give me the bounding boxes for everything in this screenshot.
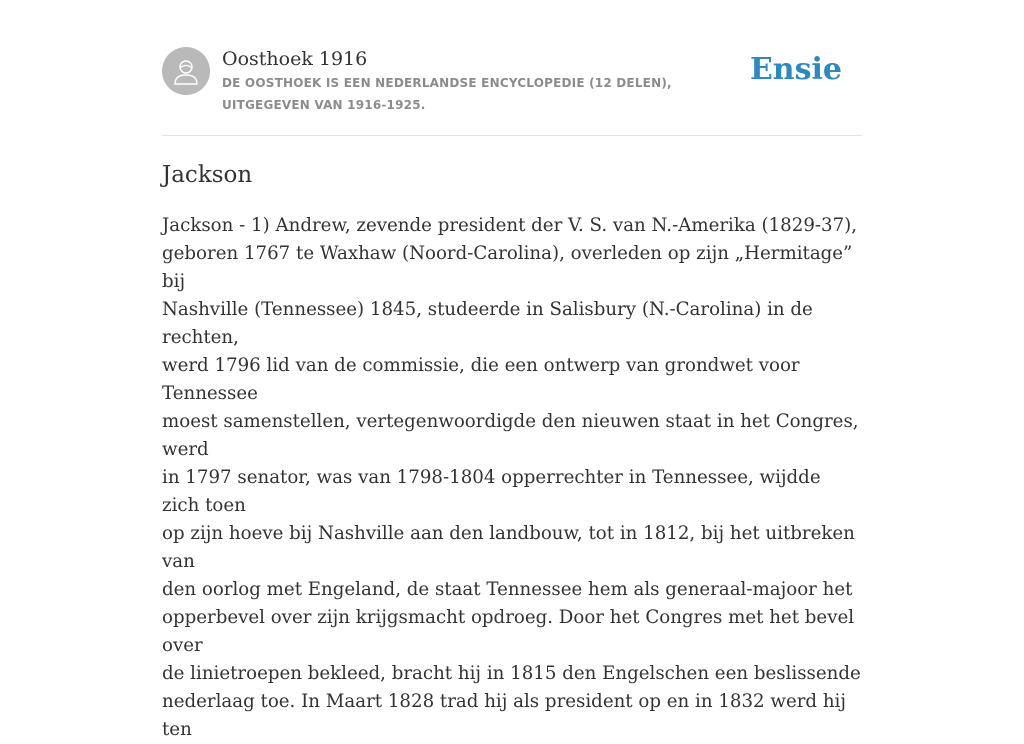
article-line: de linietroepen bekleed, bracht hij in 1815 den Engelschen een beslissende <box>162 663 861 684</box>
header-divider <box>162 135 862 136</box>
source-name[interactable]: Oosthoek 1916 <box>222 48 368 70</box>
article-line: opperbevel over zijn krijgsmacht opdroeg. Door het Congres met het bevel over <box>162 607 855 656</box>
article-line: den oorlog met Engeland, de staat Tennessee hem als generaal-majoor het <box>162 579 853 600</box>
article-line: geboren 1767 te Waxhaw (Noord-Carolina), overleden op zijn „Hermitage” bij <box>162 243 853 292</box>
article-line: op zijn hoeve bij Nashville aan den landbouw, tot in 1812, bij het uitbreken van <box>162 523 855 572</box>
source-header <box>162 44 862 124</box>
article-title: Jackson <box>162 162 253 188</box>
user-avatar-icon <box>162 47 210 95</box>
source-description: DE OOSTHOEK IS EEN NEDERLANDSE ENCYCLOPEDIE (12 DELEN), UITGEGEVEN VAN 1916-1925. <box>222 76 672 112</box>
article-line: moest samenstellen, vertegenwoordigde den nieuwen staat in het Congres, werd <box>162 411 859 460</box>
article-line: in 1797 senator, was van 1798-1804 opperrechter in Tennessee, wijdde zich toen <box>162 467 821 516</box>
article-line: nederlaag toe. In Maart 1828 trad hij als president op en in 1832 werd hij ten <box>162 691 847 740</box>
brand-logo-link[interactable]: Ensie <box>749 52 842 87</box>
user-avatar-icon-glyph <box>171 56 201 86</box>
article-line: Nashville (Tennessee) 1845, studeerde in Salisbury (N.-Carolina) in de rechten, <box>162 299 813 348</box>
article-line: werd 1796 lid van de commissie, die een ontwerp van grondwet voor Tennessee <box>162 355 800 404</box>
article-body <box>162 212 862 744</box>
article-line: Jackson - 1) Andrew, zevende president der V. S. van N.-Amerika (1829-37), <box>162 215 858 236</box>
